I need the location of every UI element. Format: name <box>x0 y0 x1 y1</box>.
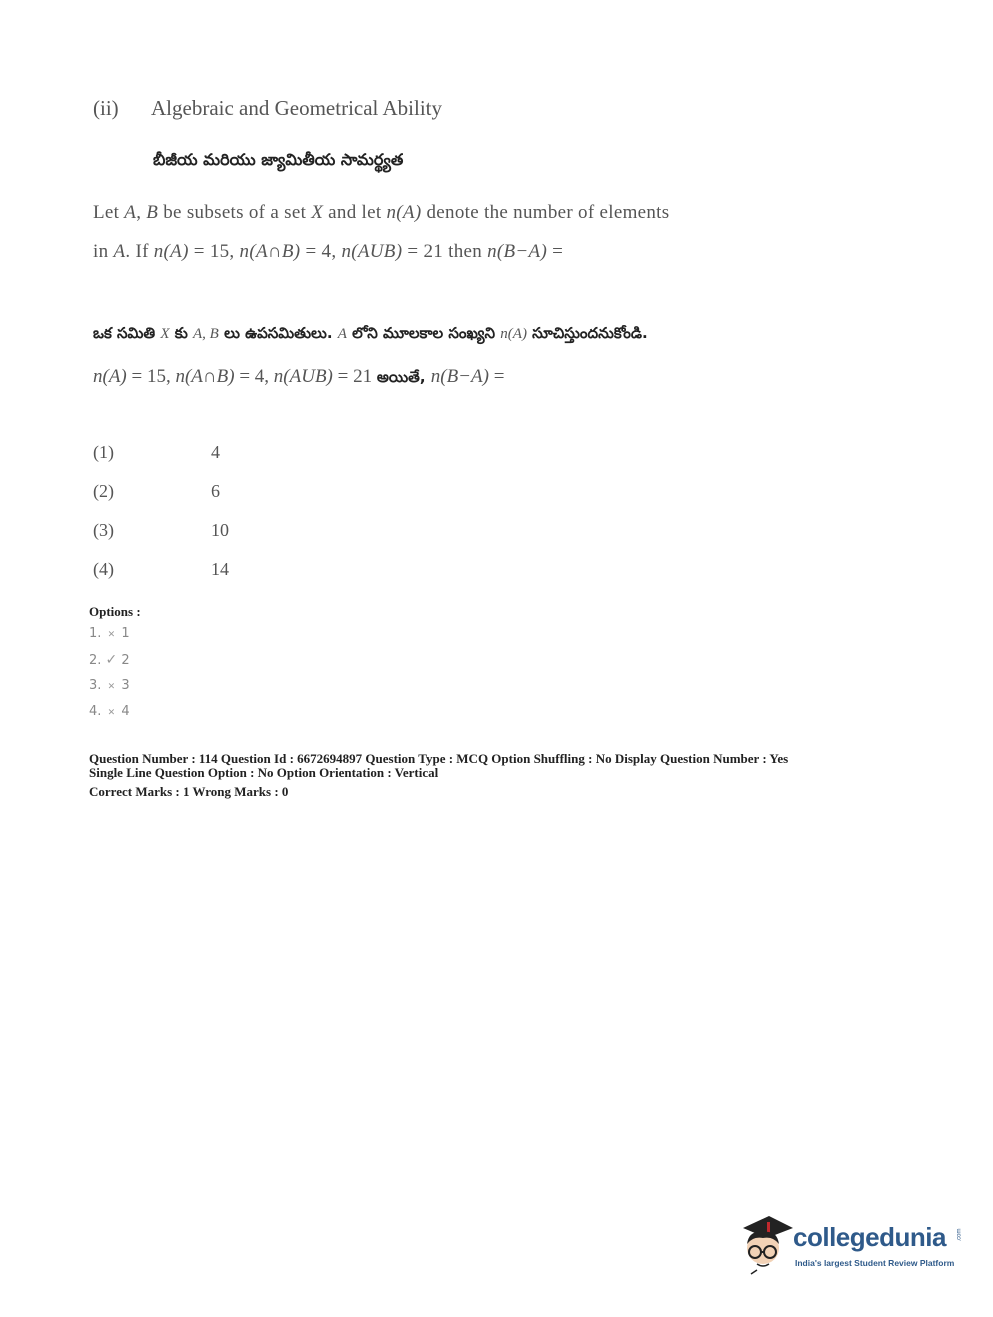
options-title: Options : <box>89 604 141 619</box>
choice-1: 1. ✕ 1 <box>89 626 130 641</box>
section-heading <box>93 96 442 121</box>
question-english-line-2: in A. If n(A) = 15, n(A∩B) = 4, n(AUB) = 21 then n(B−A) = <box>93 241 564 262</box>
section-title-telugu: బీజీయ మరియు జ్యామితీయ సామర్థ్యత <box>153 150 404 169</box>
wrong-mark-icon: ✕ <box>107 708 116 718</box>
collegedunia-logo: collegedunia .com India's largest Student Review Platform <box>735 1210 965 1280</box>
section-title: Algebraic and Geometrical Ability <box>151 96 442 120</box>
correct-mark-icon: ✓ <box>105 652 118 668</box>
answer-option-2: (2) 6 <box>93 481 220 501</box>
mascot-icon <box>735 1210 795 1280</box>
answer-option-4: (4) 14 <box>93 559 229 579</box>
choice-2: 2. ✓ 2 <box>89 652 130 668</box>
question-meta-line-1: Question Number : 114 Question Id : 6672694897 Question Type : MCQ Option Shuffling : No Display Question Number : Yes <box>89 751 789 766</box>
choice-3: 3. ✕ 3 <box>89 678 130 693</box>
question-english-line-1: Let A, B be subsets of a set X and let n(A) denote the number of elements <box>93 202 670 223</box>
question-meta-line-2: Single Line Question Option : No Option Orientation : Vertical <box>89 765 439 780</box>
question-telugu-line-1: ఒక సమితి X కు A, B లు ఉపసమితులు. A లోని మూలకాల సంఖ్యని n(A) సూచిస్తుందనుకోండి. <box>93 324 648 342</box>
answer-option-1: (1) 4 <box>93 442 220 462</box>
wrong-mark-icon: ✕ <box>107 682 116 692</box>
wrong-mark-icon: ✕ <box>107 630 116 640</box>
question-telugu-line-2: n(A) = 15, n(A∩B) = 4, n(AUB) = 21 అయితే, n(B−A) = <box>93 366 505 387</box>
section-number: (ii) <box>93 96 119 120</box>
question-meta-line-3: Correct Marks : 1 Wrong Marks : 0 <box>89 784 289 799</box>
choice-4: 4. ✕ 4 <box>89 704 130 719</box>
answer-option-3: (3) 10 <box>93 520 229 540</box>
